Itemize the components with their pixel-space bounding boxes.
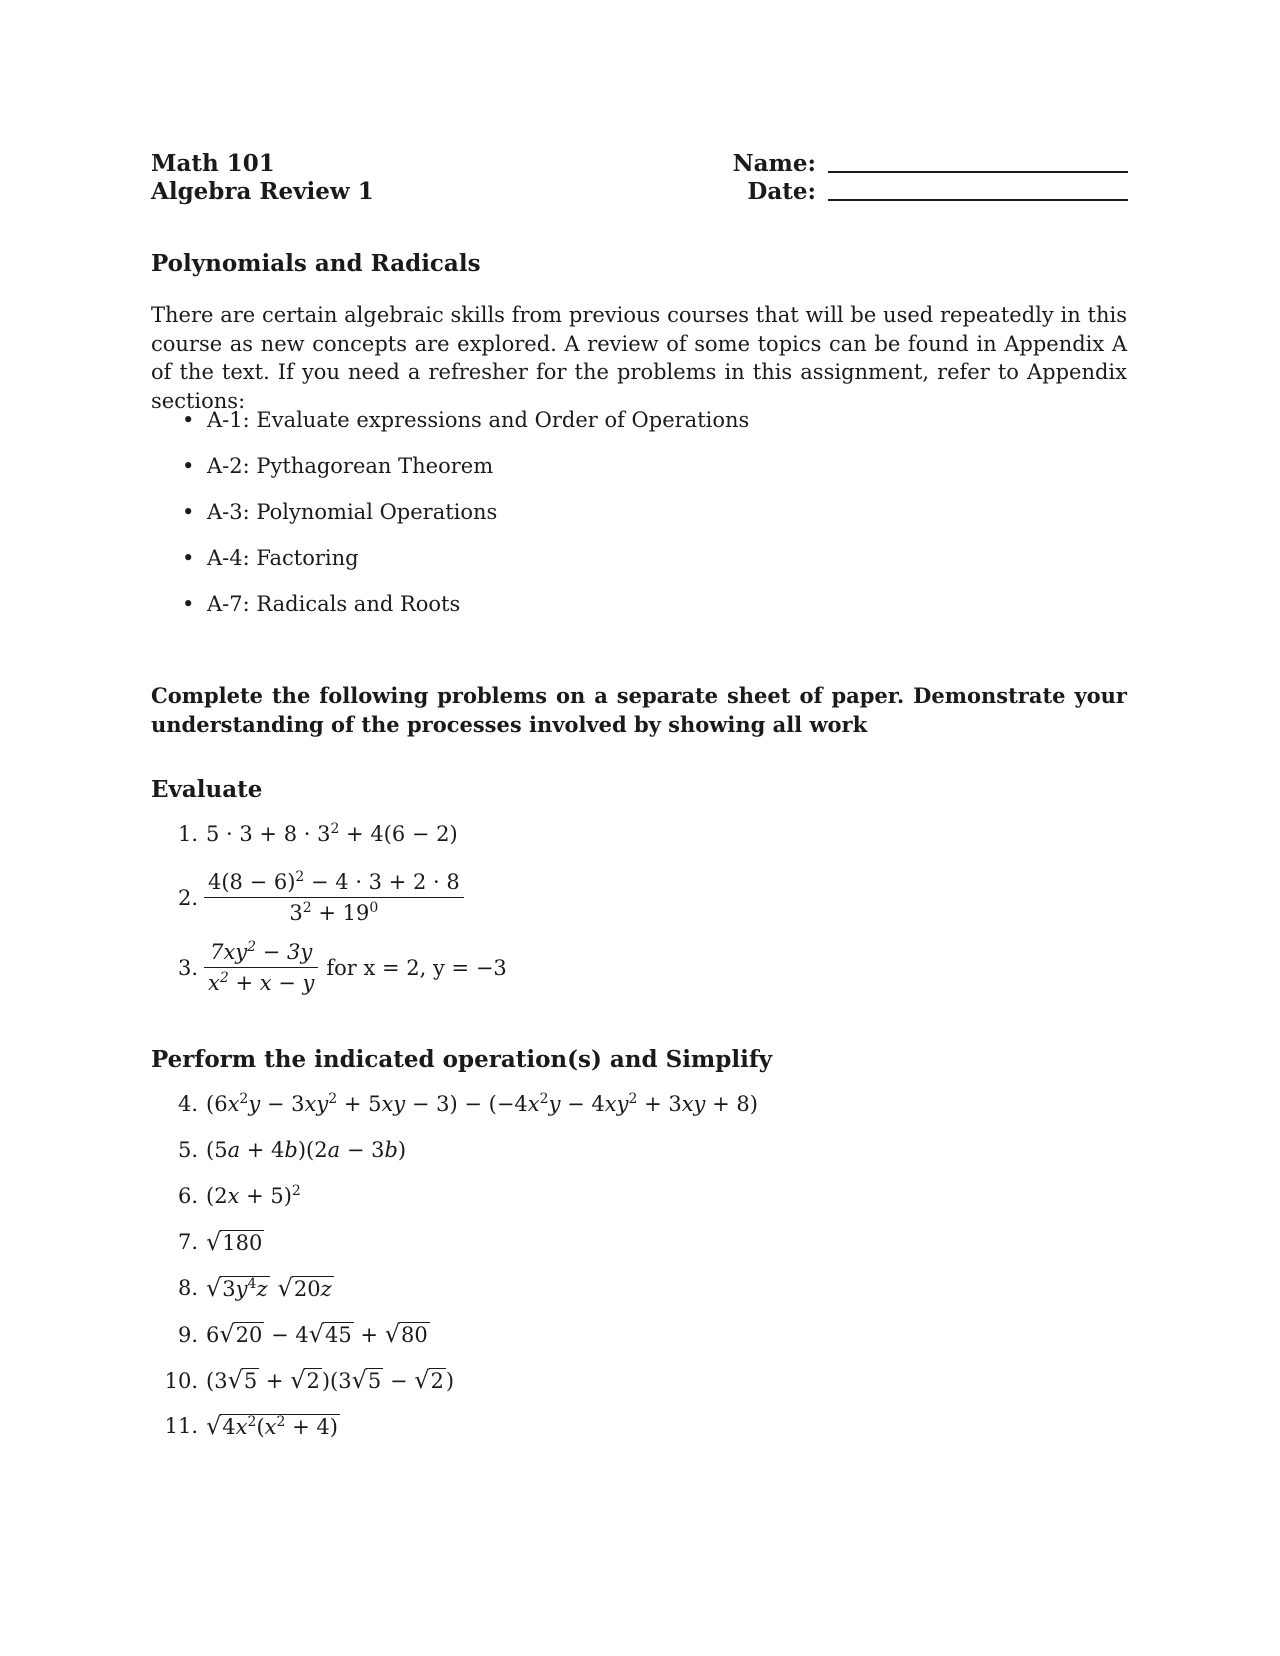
list-item: • A-4: Factoring (182, 546, 359, 570)
radical: √ 20z (277, 1274, 332, 1302)
simplify-heading: Perform the indicated operation(s) and Simplify (151, 1046, 773, 1073)
problem-4 (151, 1092, 758, 1116)
problem-number: 11. (164, 1414, 198, 1438)
instructions: Complete the following problems on a separate sheet of paper. Demonstrate your understanding of the processes involved by showing all work (151, 683, 1127, 737)
problem-number: 8. (177, 1276, 198, 1300)
list-item: • A-2: Pythagorean Theorem (182, 454, 494, 478)
radical: √ $4x^2(x^2 + 4)$ (206, 1412, 338, 1440)
problem-8 (151, 1276, 334, 1300)
header-right (708, 150, 1128, 206)
header-left (151, 150, 374, 206)
radical-icon: √ (277, 1274, 293, 1302)
appendix-list (182, 408, 749, 638)
problem-number: 10. (164, 1368, 198, 1393)
bullet-icon: • (182, 546, 195, 570)
radical-icon: √ (206, 1274, 222, 1302)
assignment-title: Algebra Review 1 (151, 178, 374, 205)
problem-number: 4. (177, 1092, 198, 1116)
date-field[interactable] (708, 178, 1128, 206)
radical: √ $3y^4z$ (206, 1274, 268, 1302)
date-blank-line[interactable] (828, 199, 1128, 201)
problem-expression: (3 √ 5 + √ 2 )(3 √ 5 − √ 2 ) (206, 1366, 455, 1394)
radical-icon: √ (206, 1412, 222, 1440)
list-item: • A-7: Radicals and Roots (182, 592, 461, 616)
problem-9 (151, 1322, 430, 1347)
name-label: Name: (732, 150, 816, 177)
problem-expression: 6 √ 20 − 4 √ 45 + √ 80 (206, 1320, 428, 1348)
problem-5 (151, 1138, 406, 1162)
problem-fraction: $\frac{4(8 - 6)^2 - 4 \cdot 3 + 2 \cdot 8}{3^2 + 19^0}$ (206, 870, 462, 925)
problem-expression: $(2x + 5)^2$ (206, 1183, 301, 1208)
problem-expression: $5 \cdot 3 + 8 \cdot 3^2 + 4(6 - 2)$ (206, 821, 458, 846)
bullet-icon: • (182, 454, 195, 478)
problem-3 (151, 940, 507, 995)
radical: √ 180 (206, 1228, 263, 1256)
list-item: • A-3: Polynomial Operations (182, 500, 498, 524)
problem-number: 6. (177, 1184, 198, 1208)
problem-fraction: $\frac{7xy^2 - 3y}{x^2 + x - y}$ (206, 940, 316, 995)
bullet-icon: • (182, 408, 195, 432)
radical-icon: √ (206, 1228, 222, 1256)
name-blank-line[interactable] (828, 171, 1128, 173)
evaluate-heading: Evaluate (151, 776, 263, 803)
problem-6 (151, 1184, 301, 1208)
problem-expression: $(6x^2y - 3xy^2 + 5xy - 3) - (-4x^2y - 4xy^2 + 3xy + 8)$ (206, 1091, 758, 1116)
section-title: Polynomials and Radicals (151, 250, 481, 277)
intro-paragraph: There are certain algebraic skills from previous courses that will be used repeatedly in this course as new concepts are explored. A review of some topics can be found in Appendix A of the text. If you need a refresher for the problems in this assignment, refer to Appendix sections: (151, 303, 1127, 413)
bullet-icon: • (182, 592, 195, 616)
date-label: Date: (747, 178, 816, 205)
problem-condition: for x = 2, y = −3 (326, 955, 507, 980)
problem-2 (151, 870, 462, 925)
problem-number: 9. (177, 1322, 198, 1347)
problem-number: 7. (177, 1230, 198, 1254)
problem-number: 1. (177, 822, 198, 846)
problem-number: 3. (177, 955, 198, 980)
problem-number: 2. (177, 885, 198, 910)
bullet-icon: • (182, 500, 195, 524)
problem-1 (151, 822, 458, 846)
problem-number: 5. (177, 1138, 198, 1162)
list-item: • A-1: Evaluate expressions and Order of Operations (182, 408, 750, 432)
course-title: Math 101 (151, 150, 275, 177)
problem-expression: (5a + 4b)(2a − 3b) (206, 1138, 407, 1162)
name-field[interactable] (708, 150, 1128, 178)
problem-11 (151, 1414, 340, 1438)
problem-7 (151, 1230, 264, 1254)
problem-10 (151, 1368, 454, 1393)
